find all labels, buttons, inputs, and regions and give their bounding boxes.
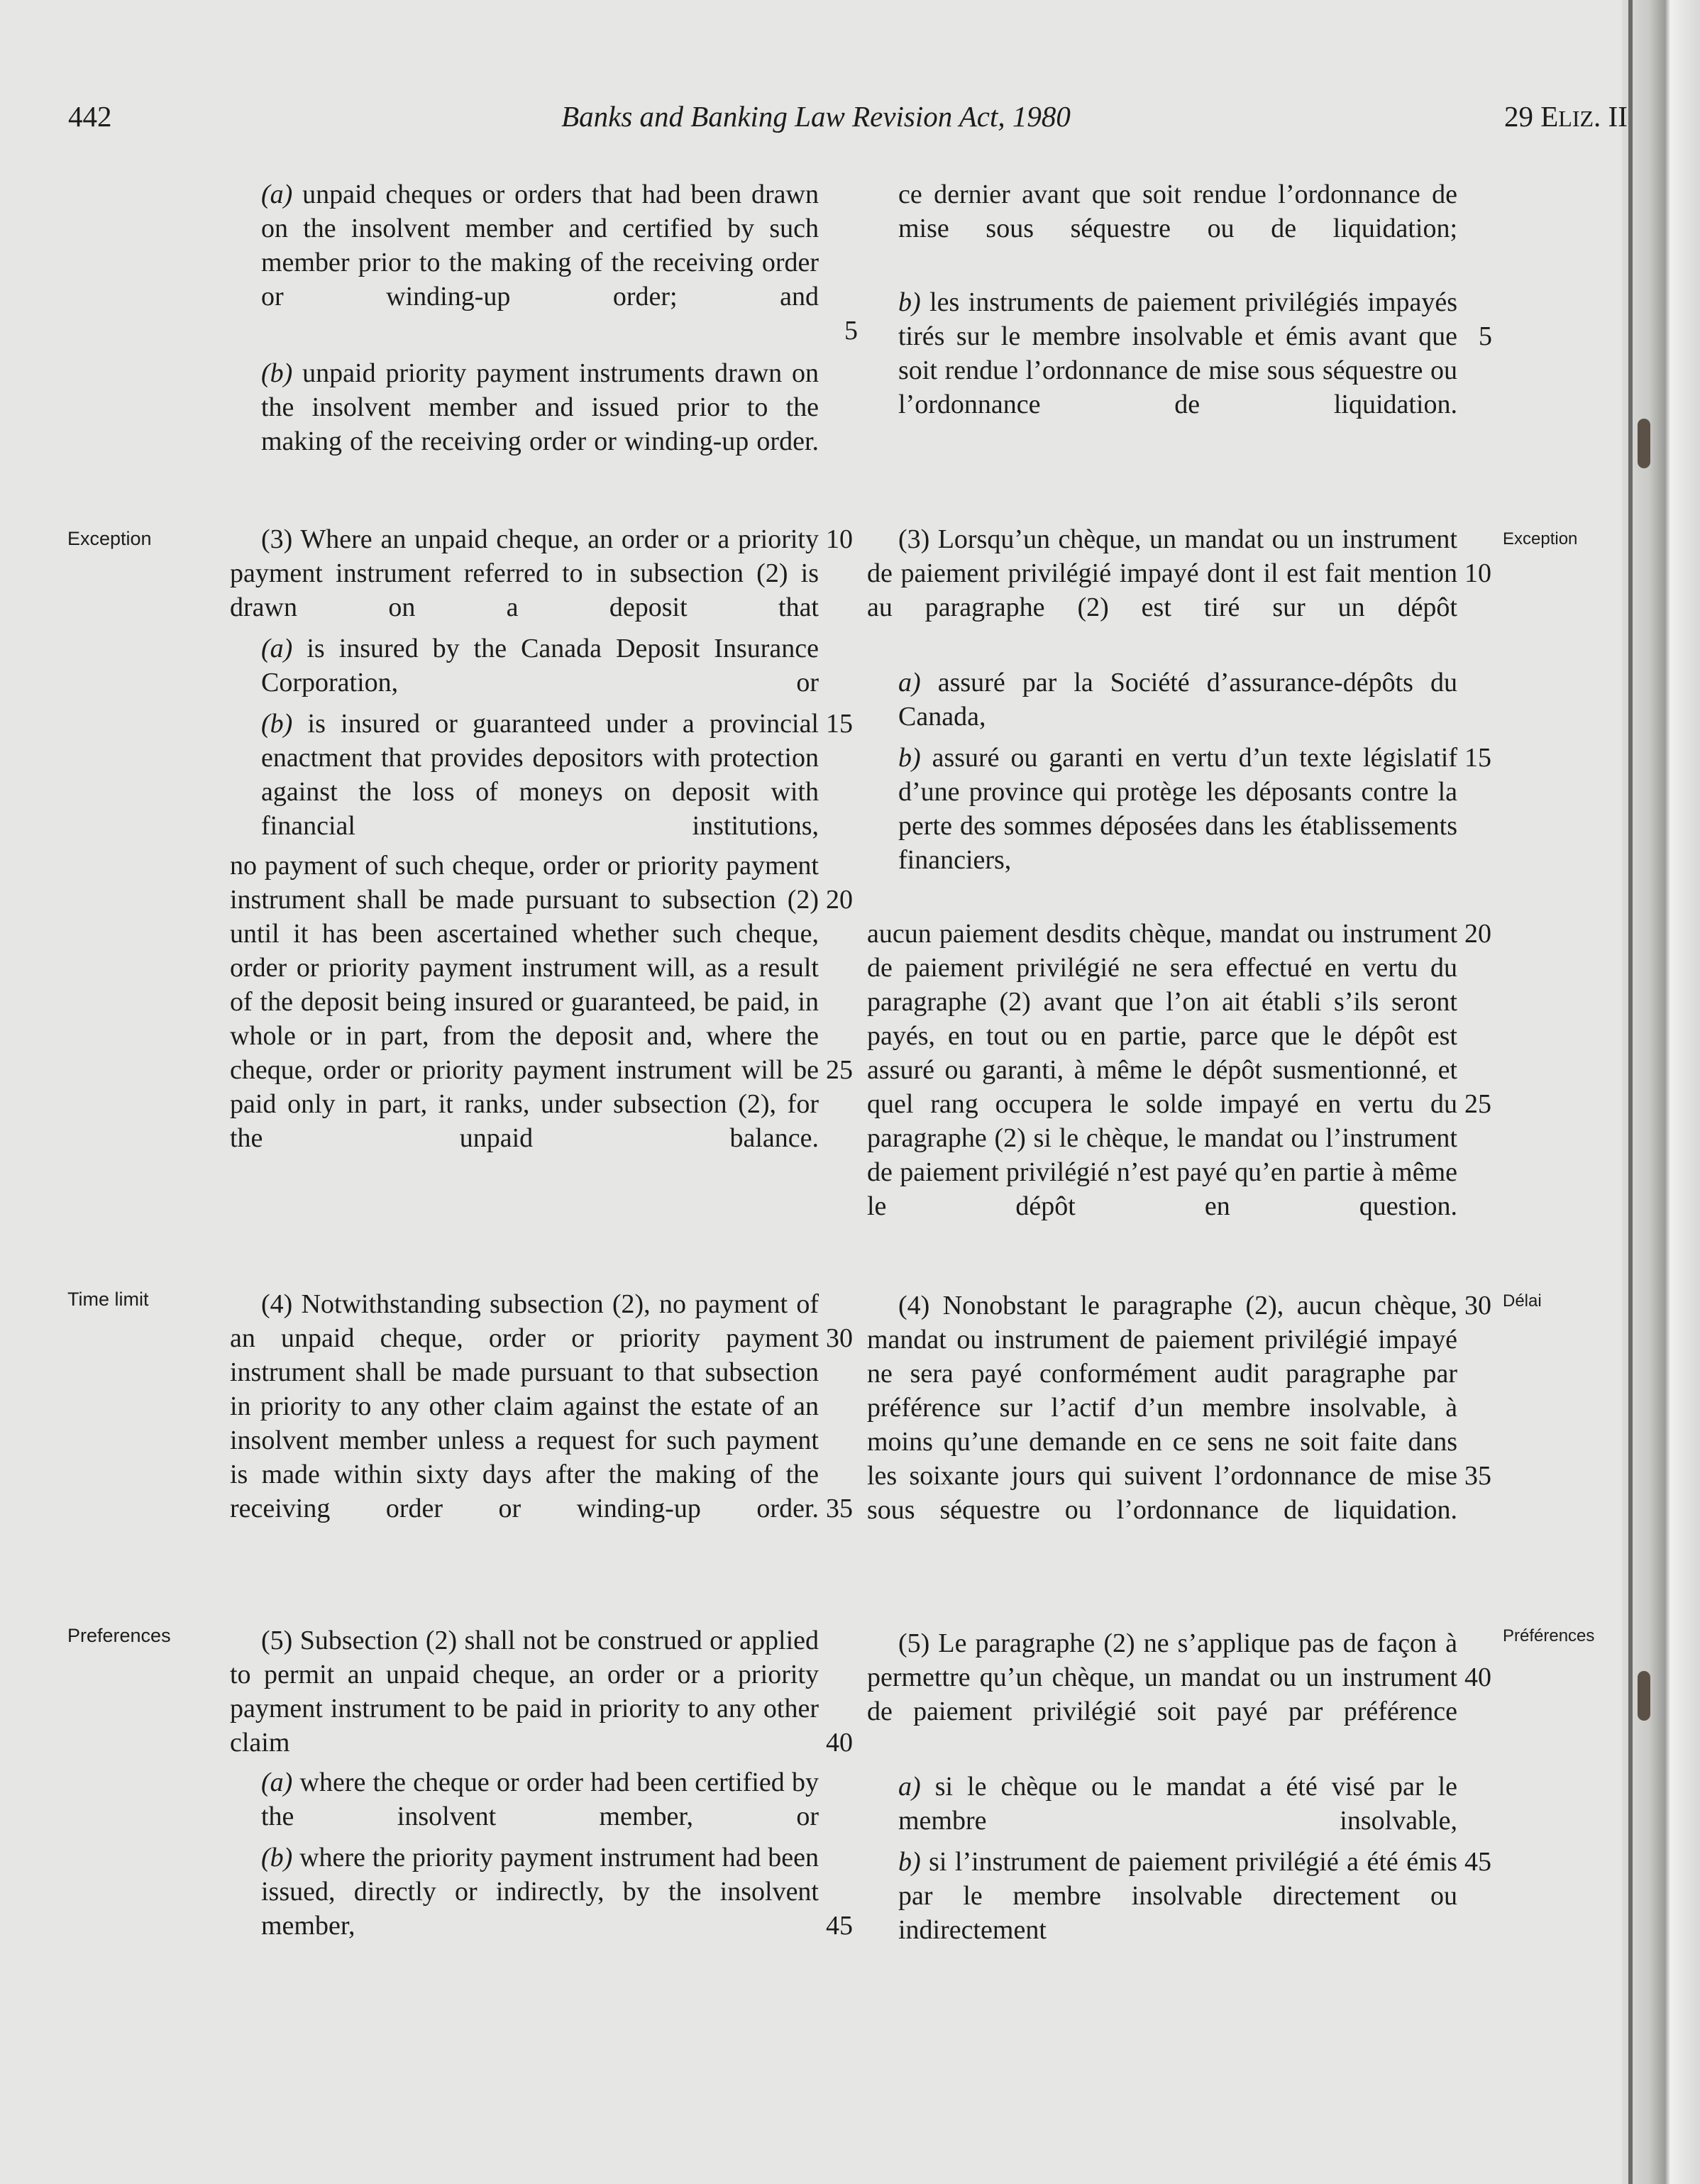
en-subsection-5a	[261, 1765, 819, 1833]
fr-line-number-20: 20	[1464, 919, 1491, 949]
fr-line-number-10: 10	[1464, 558, 1491, 588]
fr-subsection-5a-label: a)	[898, 1772, 921, 1802]
en-subsection-5b-text: where the priority payment instrument had been issued, directly or indirectly, by the insolvent member,	[261, 1843, 819, 1941]
fr-subsection-4: (4) Nonobstant le paragraphe (2), aucun chèque, mandat ou instrument de paiement privilégié impayé ne sera payé conformément audit paragraphe par préférence sur l’actif d’un membre insolvable, à moins qu’une demande en ce sens ne soit faite dans les soixante jours qui suivent l’ordonnance de mise sous séquestre ou l’ordonnance de liquidation.	[867, 1291, 1457, 1525]
margin-note-exception-en: Exception	[67, 528, 152, 549]
regnal-year-suffix: . II	[1594, 100, 1628, 133]
binding-thread-bottom	[1638, 1671, 1650, 1721]
book-spine-edge	[1628, 0, 1633, 2184]
fr-line-number-25: 25	[1464, 1089, 1491, 1119]
en-line-number-20: 20	[826, 885, 853, 915]
book-spine-shadow	[1622, 0, 1700, 2184]
en-subsection-3a-text: is insured by the Canada Deposit Insurance Corporation, or	[261, 634, 819, 697]
en-subsection-5b	[261, 1841, 819, 1943]
fr-line-number-30: 30	[1464, 1291, 1491, 1320]
fr-line-number-15: 15	[1464, 743, 1491, 773]
en-line-number-40: 40	[826, 1728, 853, 1758]
fr-line-number-45: 45	[1464, 1847, 1491, 1877]
en-subsection-3b	[261, 707, 819, 843]
en-clause-2a	[261, 177, 819, 314]
fr-subsection-5b-label: b)	[898, 1847, 921, 1877]
en-clause-2b-label: (b)	[261, 358, 293, 388]
en-clause-2a-label: (a)	[261, 180, 293, 209]
regnal-year	[1504, 99, 1628, 133]
fr-subsection-3a	[898, 666, 1457, 734]
fr-subsection-3b-label: b)	[898, 743, 921, 773]
en-subsection-4: (4) Notwithstanding subsection (2), no payment of an unpaid cheque, order or priority payment instrument shall be made pursuant to that subsection in priority to any other claim against the estate of an insolvent member unless a request for such payment is made within sixty days after the making of the receiving order or winding-up order.	[230, 1289, 819, 1523]
en-subsection-5b-label: (b)	[261, 1843, 293, 1873]
fr-subsection-3-intro: (3) Lorsqu’un chèque, un mandat ou un instrument de paiement privilégié impayé dont il est fait mention au paragraphe (2) est tiré sur un dépôt	[867, 524, 1457, 622]
fr-subsection-5a	[898, 1770, 1457, 1838]
en-subsection-3b-text: is insured or guaranteed under a provincial enactment that provides depositors with protection against the loss of moneys on deposit with financial institutions,	[261, 709, 819, 841]
fr-subsection-3-close: aucun paiement desdits chèque, mandat ou instrument de paiement privilégié ne sera effectué en vertu du paragraphe (2) avant que l’on ait établi s’ils seront payés, en tout ou en partie, parce que le dépôt est assuré ou garanti, à même le dépôt susmentionné, et quel rang occupera le solde impayé en vertu du paragraphe (2) si le chèque, le mandat ou l’instrument de paiement privilégié n’est payé qu’en partie à même le dépôt en question.	[867, 919, 1457, 1221]
en-line-number-30: 30	[826, 1323, 853, 1353]
fr-line-number-35: 35	[1464, 1461, 1491, 1491]
fr-subsection-3b	[898, 741, 1457, 877]
margin-note-preferences-fr: Préférences	[1503, 1626, 1595, 1645]
fr-subsection-3b-text: assuré ou garanti en vertu d’un texte législatif d’une province qui protège les déposants contre la perte des sommes déposées dans les établissements financiers,	[898, 743, 1457, 875]
regnal-year-smallcaps: LIZ	[1558, 106, 1594, 131]
en-clause-2a-text: unpaid cheques or orders that had been drawn on the insolvent member and certified by such member prior to the making of the receiving order or winding-up order; and	[261, 180, 819, 311]
fr-clause-2b-label: b)	[898, 287, 921, 317]
en-subsection-3-close: no payment of such cheque, order or priority payment instrument shall be made pursuant to subsection (2) until it has been ascertained whether such cheque, order or priority payment instrument will, as a result of the deposit being insured or guaranteed, be paid, in whole or in part, from the deposit and, where the cheque, order or priority payment instrument will be paid only in part, it ranks, under subsection (2), for the unpaid balance.	[230, 851, 819, 1153]
fr-clause-2b	[898, 285, 1457, 421]
en-subsection-3a	[261, 632, 819, 700]
fr-subsection-5b	[898, 1845, 1457, 1947]
en-subsection-5a-text: where the cheque or order had been certified by the insolvent member, or	[261, 1767, 819, 1831]
margin-note-preferences-en: Preferences	[67, 1625, 171, 1646]
fr-clause-2b-text: les instruments de paiement privilégiés impayés tirés sur le membre insolvable et émis avant que soit rendue l’ordonnance de mise sous séquestre ou l’ordonnance de liquidation.	[898, 287, 1457, 419]
en-subsection-5-intro: (5) Subsection (2) shall not be construed or applied to permit an unpaid cheque, an order or a priority payment instrument to be paid in priority to any other claim	[230, 1626, 819, 1758]
en-line-number-25: 25	[826, 1055, 853, 1085]
fr-line-number-40: 40	[1464, 1662, 1491, 1692]
fr-subsection-5-intro: (5) Le paragraphe (2) ne s’applique pas de façon à permettre qu’un chèque, un mandat ou un instrument de paiement privilégié soit payé par préférence	[867, 1628, 1457, 1726]
margin-note-time-limit-fr: Délai	[1503, 1291, 1542, 1311]
en-line-number-45: 45	[826, 1911, 853, 1941]
margin-note-exception-fr: Exception	[1503, 529, 1578, 548]
regnal-year-number: 29 E	[1504, 100, 1559, 133]
page-number: 442	[68, 100, 112, 133]
en-subsection-3a-label: (a)	[261, 634, 293, 663]
en-clause-2b-text: unpaid priority payment instruments drawn on the insolvent member and issued prior to the making of the receiving order or winding-up order.	[261, 358, 819, 456]
fr-subsection-5a-text: si le chèque ou le mandat a été visé par le membre insolvable,	[898, 1772, 1457, 1836]
en-line-number-15: 15	[826, 709, 853, 739]
fr-line-number-5: 5	[1479, 321, 1492, 351]
running-title: Banks and Banking Law Revision Act, 1980	[561, 100, 1071, 133]
en-line-number-35: 35	[826, 1494, 853, 1523]
margin-note-time-limit-en: Time limit	[67, 1289, 149, 1310]
en-subsection-3-intro: (3) Where an unpaid cheque, an order or a priority payment instrument referred to in subsection (2) is drawn on a deposit that	[230, 524, 819, 622]
fr-subsection-3a-label: a)	[898, 668, 921, 697]
fr-subsection-5b-text: si l’instrument de paiement privilégié a été émis par le membre insolvable directement ou indirectement	[898, 1847, 1457, 1945]
fr-subsection-3a-text: assuré par la Société d’assurance-dépôts du Canada,	[898, 668, 1457, 732]
en-line-number-10: 10	[826, 524, 853, 554]
en-subsection-3b-label: (b)	[261, 709, 293, 739]
en-line-number-5: 5	[844, 316, 858, 346]
en-clause-2b	[261, 356, 819, 458]
page-header	[0, 99, 1632, 142]
fr-clause-2a-cont: ce dernier avant que soit rendue l’ordonnance de mise sous séquestre ou de liquidation;	[898, 180, 1457, 243]
binding-thread-top	[1638, 419, 1650, 468]
en-subsection-5a-label: (a)	[261, 1767, 293, 1797]
